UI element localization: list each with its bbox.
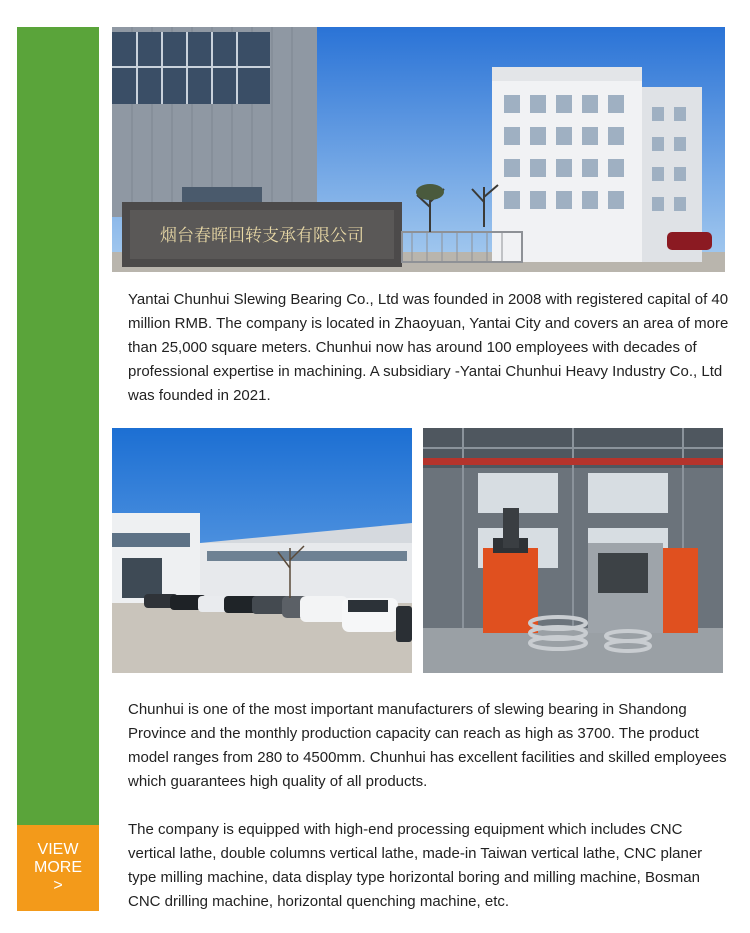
view-more-arrow: > [53,877,63,894]
workshop-machinery-photo [423,428,723,673]
sidebar-accent-bar [17,27,99,825]
company-intro-paragraph: Yantai Chunhui Slewing Bearing Co., Ltd was founded in 2008 with registered capital of 40 million RMB. The company is located in Zhaoyuan, Yantai City and covers an area of more than 25,000 square meters. Chunhui now has around 100 employees with decades of professional expertise in machining. A subsidiary -Yantai Chunhui Heavy Industry Co., Ltd was founded in 2021. [128,291,729,404]
equipment-paragraph: The company is equipped with high-end processing equipment which includes CNC vertical lathe, double columns vertical lathe, made-in Taiwan vertical lathe, CNC planer type milling machine, data display type horizontal boring and milling machine, Bosman CNC drilling machine, horizontal quenching machine, etc. [128,821,703,910]
production-capacity-paragraph: Chunhui is one of the most important manufacturers of slewing bearing in Shandong Province and the monthly production capacity can reach as high as 3700. The product model ranges from 280 to 4500mm. Chunhui has excellent facilities and skilled employees which guarantees high quality of all products. [128,701,727,790]
company-sign-text: 烟台春晖回转支承有限公司 [160,226,364,246]
headquarters-photo [112,27,725,272]
view-more-label-line1: VIEW [37,841,79,858]
factory-parking-photo [112,428,412,673]
view-more-label-line2: MORE [34,859,82,876]
view-more-button[interactable] [17,825,99,911]
